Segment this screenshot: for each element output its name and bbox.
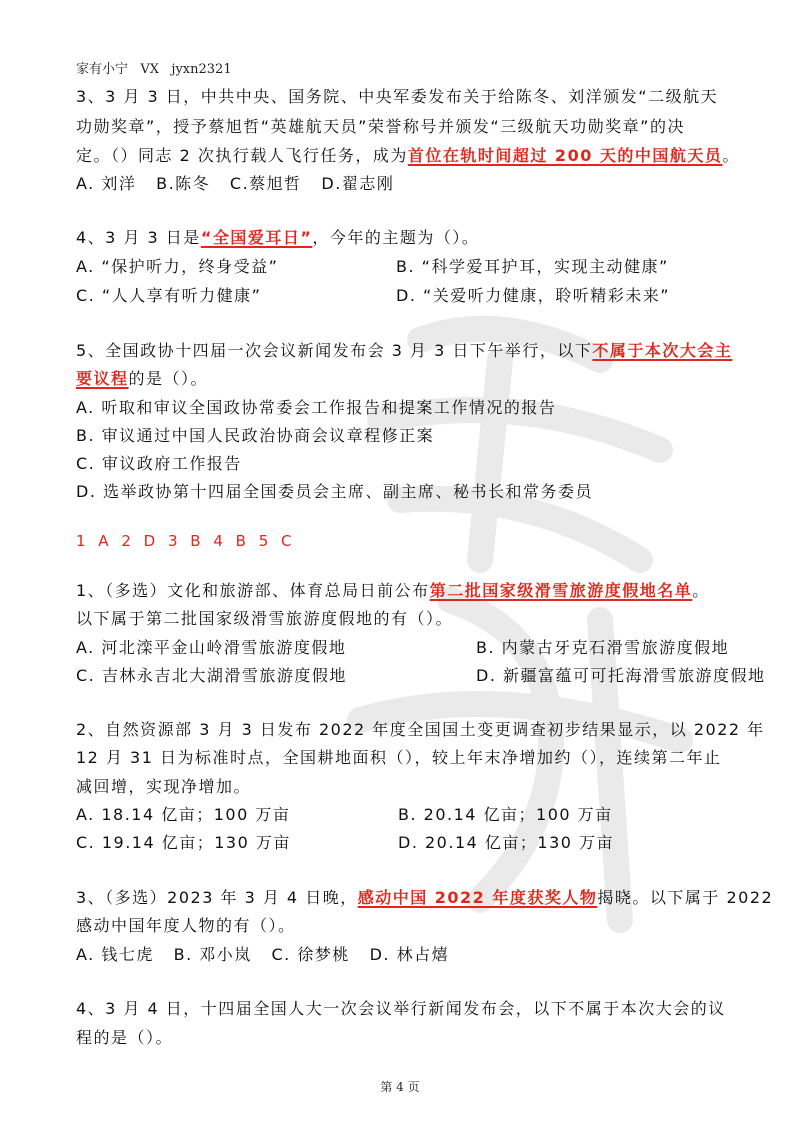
p2-option-c: C. 19.14 亿亩；130 万亩	[76, 833, 291, 852]
q4-options-row1	[76, 256, 669, 278]
p1-line1	[76, 580, 710, 602]
p4-line1: 4、3 月 4 日，十四届全国人大一次会议举行新闻发布会，以下不属于本次大会的议	[76, 999, 726, 1018]
q3-highlight: 首位在轨时间超过 200 天的中国航天员	[407, 146, 723, 165]
q3-line3-pre: 定。（）同志 2 次执行载人飞行任务，成为	[76, 146, 408, 165]
q4-line1	[76, 227, 479, 249]
q3-line1: 3、3 月 3 日，中共中央、国务院、中央军委发布关于给陈冬、刘洋颁发“二级航天	[76, 87, 719, 106]
p1-line2: 以下属于第二批国家级滑雪旅游度假地的有（）。	[76, 609, 454, 628]
q3-options: A. 刘洋 B.陈冬 C.蔡旭哲 D.翟志刚	[76, 174, 395, 193]
q5-option-b: B. 审议通过中国人民政治协商会议章程修正案	[76, 426, 435, 445]
p1-option-a: A. 河北滦平金山岭滑雪旅游度假地	[76, 638, 347, 657]
p1-options-row2	[76, 665, 766, 687]
p2-line2: 12 月 31 日为标准时点，全国耕地面积（），较上年末净增加约（），连续第二年止	[76, 748, 722, 767]
p1-line1-post: 。	[692, 581, 710, 600]
q5-option-c: C. 审议政府工作报告	[76, 454, 242, 473]
p2-option-a: A. 18.14 亿亩；100 万亩	[76, 805, 291, 824]
q4-option-b: B. “科学爱耳护耳，实现主动健康”	[396, 257, 669, 276]
q4-option-d: D. “关爱听力健康，聆听精彩未来”	[396, 286, 671, 305]
p2-line3: 减回增，实现净增加。	[76, 777, 252, 796]
q5-option-a: A. 听取和审议全国政协常委会工作报告和提案工作情况的报告	[76, 398, 557, 417]
q4-option-c: C. “人人享有听力健康”	[76, 286, 262, 305]
p2-option-d: D. 20.14 亿亩；130 万亩	[398, 833, 615, 852]
q5-highlight-part1: 不属于本次大会主	[592, 341, 733, 360]
q5-option-d: D. 选举政协第十四届全国委员会主席、副主席、秘书长和常务委员	[76, 482, 593, 501]
p3-line1-pre: 3、（多选）2023 年 3 月 4 日晚，	[76, 888, 358, 907]
q4-options-row2	[76, 285, 671, 307]
p3-highlight: 感动中国 2022 年度获奖人物	[357, 888, 598, 907]
q3-line2: 功勋奖章”，授予蔡旭哲“英雄航天员”荣誉称号并颁发“三级航天功勋奖章”的决	[76, 117, 685, 136]
q5-line1	[76, 340, 732, 362]
p3-line1	[76, 887, 773, 909]
answer-key: 1 A 2 D 3 B 4 B 5 C	[76, 532, 296, 550]
q3-line3-post: 。	[722, 146, 740, 165]
q4-option-a: A. “保护听力，终身受益”	[76, 257, 279, 276]
p1-options-row1	[76, 637, 730, 659]
p4-line2: 程的是（）。	[76, 1028, 174, 1047]
p2-line1: 2、自然资源部 3 月 3 日发布 2022 年度全国国土变更调查初步结果显示，以 2022 年	[76, 720, 765, 739]
q4-highlight: “全国爱耳日”	[200, 228, 313, 247]
p1-option-d: D. 新疆富蕴可可托海滑雪旅游度假地	[476, 666, 766, 685]
page-number: 第 4 页	[380, 1080, 420, 1094]
p1-line1-pre: 1、（多选）文化和旅游部、体育总局日前公布	[76, 581, 430, 600]
q5-line1-pre: 5、全国政协十四届一次会议新闻发布会 3 月 3 日下午举行，以下	[76, 341, 593, 360]
p2-option-b: B. 20.14 亿亩；100 万亩	[398, 805, 613, 824]
p1-option-c: C. 吉林永吉北大湖滑雪旅游度假地	[76, 666, 347, 685]
q4-line1-pre: 4、3 月 3 日是	[76, 228, 201, 247]
header-text: 家有小宁 VX jyxn2321	[76, 62, 232, 77]
p3-line2: 感动中国年度人物的有（）。	[76, 916, 296, 935]
q5-highlight-part2: 要议程	[76, 369, 129, 388]
q3-line3	[76, 145, 740, 167]
p1-option-b: B. 内蒙古牙克石滑雪旅游度假地	[476, 638, 730, 657]
p3-line1-post: 揭晓。以下属于 2022	[597, 888, 774, 907]
q5-line2-post: 的是（）。	[128, 369, 209, 388]
p2-options-row2	[76, 832, 615, 854]
p2-options-row1	[76, 804, 613, 826]
p1-highlight: 第二批国家级滑雪旅游度假地名单	[429, 581, 693, 600]
p3-options: A. 钱七虎 B. 邓小岚 C. 徐梦桃 D. 林占熺	[76, 945, 450, 964]
q4-line1-post: ，今年的主题为（）。	[312, 228, 480, 247]
q5-line2	[76, 368, 208, 390]
